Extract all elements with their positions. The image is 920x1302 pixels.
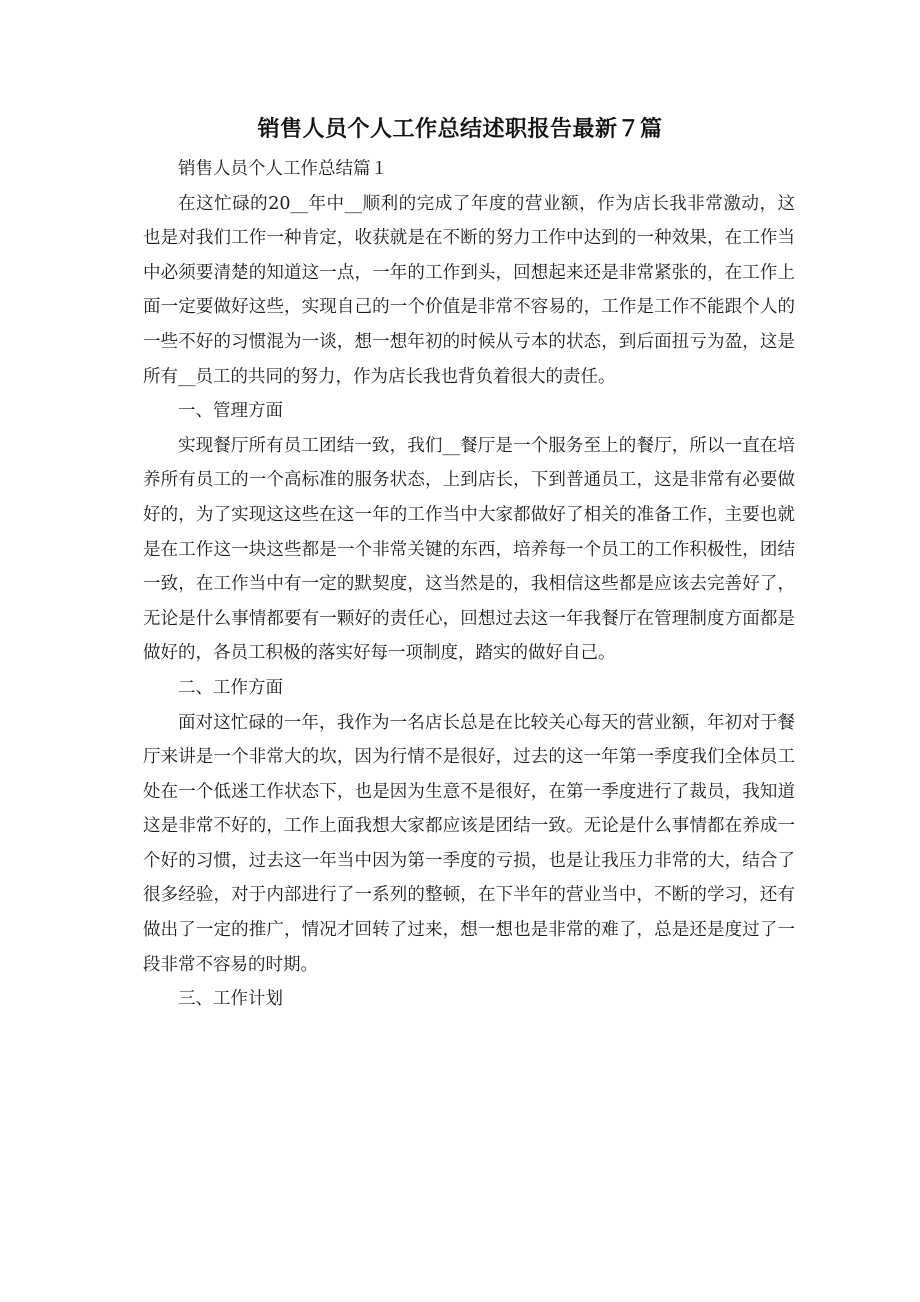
body-paragraph: 实现餐厅所有员工团结一致，我们__餐厅是一个服务至上的餐厅，所以一直在培养所有员工的一个高标准的服务状态，上到店长，下到普通员工，这是非常有必要做好的，为了实现这这些在这一年的工作当中大家都做好了相关的准备工作，主要也就是在工作这一块这些都是一个非常关键的东西，培养每一个员工的工作积极性，团结一致，在工作当中有一定的默契度，这当然是的，我相信这些都是应该去完善好了，无论是什么事情都要有一颗好的责任心，回想过去这一年我餐厅在管理制度方面都是做好的，各员工积极的落实好每一项制度，踏实的做好自己。 [143,435,795,664]
section-heading-management: 一、管理方面 [178,401,283,422]
section-subtitle: 销售人员个人工作总结篇１ [178,159,388,179]
body-paragraph: 在这忙碌的20__年中__顺利的完成了年度的营业额，作为店长我非常激动，这也是对我们工作一种肯定，收获就是在不断的努力工作中达到的一种效果，在工作当中必须要清楚的知道这一点，一年的工作到头，回想起来还是非常紧张的，在工作上面一定要做好这些，实现自己的一个价值是非常不容易的，工作是工作不能跟个人的一些不好的习惯混为一谈，想一想年初的时候从亏本的状态，到后面扭亏为盈，这是所有__员工的共同的努力，作为店长我也背负着很大的责任。 [143,193,795,387]
section-heading-plan: 三、工作计划 [178,989,283,1010]
section-heading-work: 二、工作方面 [178,677,283,698]
document-body [143,152,795,1017]
document-title: 销售人员个人工作总结述职报告最新７篇 [257,117,663,142]
body-paragraph: 面对这忙碌的一年，我作为一名店长总是在比较关心每天的营业额，年初对于餐厅来讲是一个非常大的坎，因为行情不是很好，过去的这一年第一季度我们全体员工处在一个低迷工作状态下，也是因为生意不是很好，在第一季度进行了裁员，我知道这是非常不好的，工作上面我想大家都应该是团结一致。无论是什么事情都在养成一个好的习惯，过去这一年当中因为第一季度的亏损，也是让我压力非常的大，结合了很多经验，对于内部进行了一系列的整顿，在下半年的营业当中，不断的学习，还有做出了一定的推广，情况才回转了过来，想一想也是非常的难了，总是还是度过了一段非常不容易的时期。 [143,712,795,975]
